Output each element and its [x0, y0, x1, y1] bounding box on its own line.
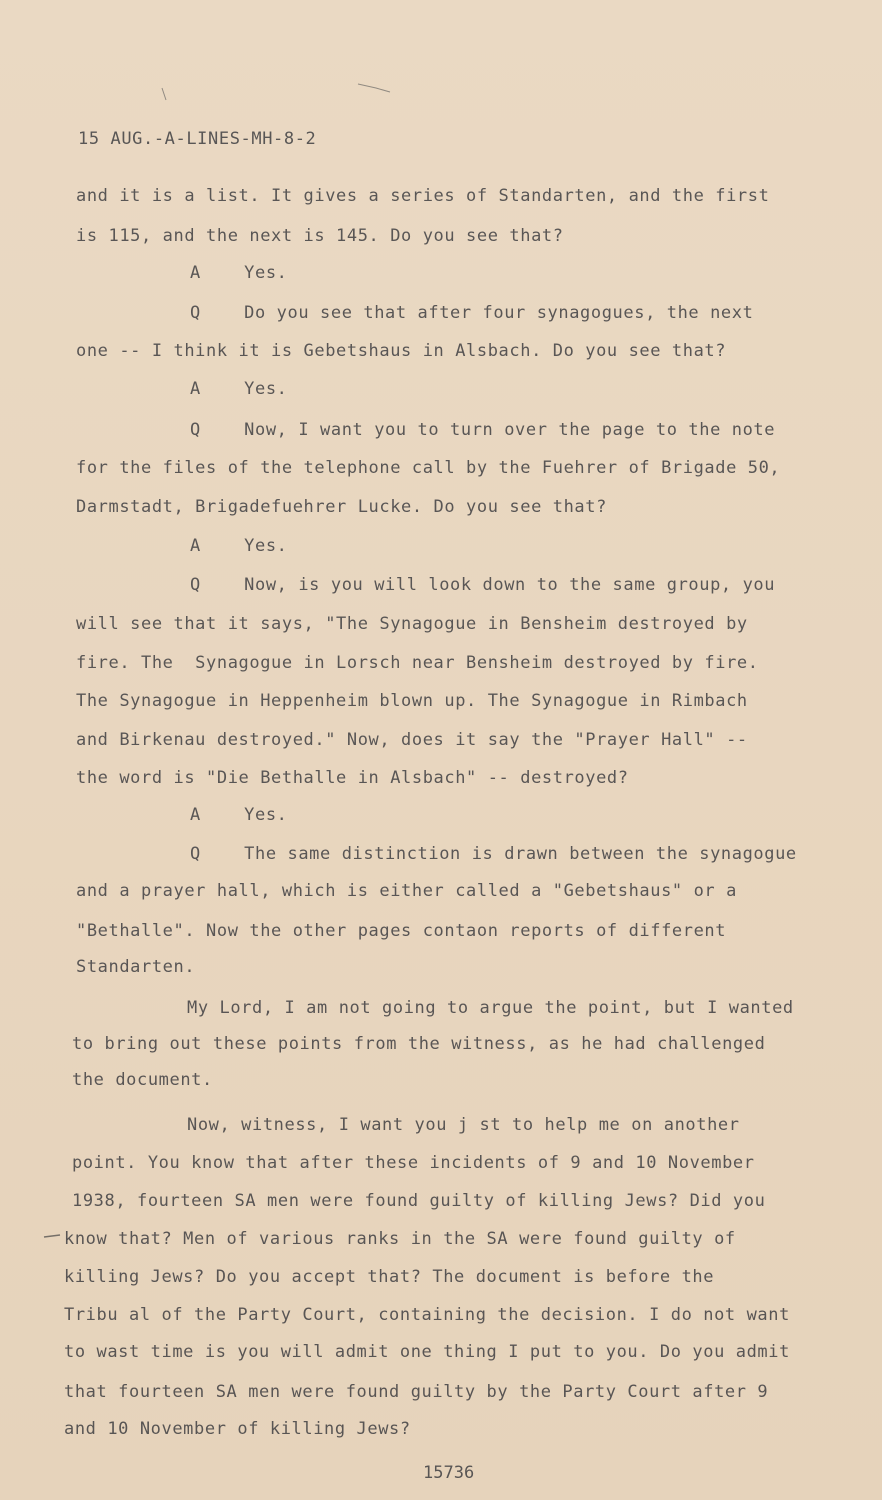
- text-line: and it is a list. It gives a series of Standarten, and the first: [76, 186, 770, 206]
- text-line: A Yes.: [190, 263, 288, 283]
- header-reference: 15 AUG.-A-LINES-MH-8-2: [78, 129, 317, 149]
- page-number: 15736: [423, 1463, 475, 1483]
- text-line: to bring out these points from the witness, as he had challenged: [72, 1034, 766, 1054]
- text-line: The Synagogue in Heppenheim blown up. The Synagogue in Rimbach: [76, 691, 748, 711]
- text-line: the document.: [72, 1070, 213, 1090]
- text-line: Q Do you see that after four synagogues, the next: [190, 303, 754, 323]
- text-line: know that? Men of various ranks in the SA were found guilty of: [64, 1229, 736, 1249]
- text-line: My Lord, I am not going to argue the point, but I wanted: [187, 998, 794, 1018]
- text-line: Now, witness, I want you j st to help me on another: [187, 1115, 740, 1135]
- text-line: for the files of the telephone call by the Fuehrer of Brigade 50,: [76, 458, 781, 478]
- text-line: the word is "Die Bethalle in Alsbach" -- destroyed?: [76, 768, 629, 788]
- text-line: point. You know that after these incidents of 9 and 10 November: [72, 1153, 755, 1173]
- text-line: fire. The Synagogue in Lorsch near Bensheim destroyed by fire.: [76, 653, 759, 673]
- text-line: A Yes.: [190, 805, 288, 825]
- text-line: killing Jews? Do you accept that? The document is before the: [64, 1267, 715, 1287]
- text-line: to wast time is you will admit one thing I put to you. Do you admit: [64, 1342, 790, 1362]
- text-line: that fourteen SA men were found guilty by the Party Court after 9: [64, 1382, 769, 1402]
- text-line: and 10 November of killing Jews?: [64, 1419, 411, 1439]
- text-line: A Yes.: [190, 536, 288, 556]
- margin-tick-mark: [42, 1230, 66, 1244]
- pen-mark-top: [356, 78, 396, 98]
- text-line: Standarten.: [76, 957, 196, 977]
- text-line: and a prayer hall, which is either called a "Gebetshaus" or a: [76, 881, 737, 901]
- text-line: Tribu al of the Party Court, containing the decision. I do not want: [64, 1305, 790, 1325]
- text-line: "Bethalle". Now the other pages contaon reports of different: [76, 921, 727, 941]
- text-line: Darmstadt, Brigadefuehrer Lucke. Do you see that?: [76, 497, 607, 517]
- text-line: A Yes.: [190, 379, 288, 399]
- pen-mark-left: [156, 86, 176, 106]
- text-line: Q Now, is you will look down to the same group, you: [190, 575, 776, 595]
- text-line: will see that it says, "The Synagogue in Bensheim destroyed by: [76, 614, 748, 634]
- text-line: Q Now, I want you to turn over the page to the note: [190, 420, 776, 440]
- text-line: one -- I think it is Gebetshaus in Alsbach. Do you see that?: [76, 341, 727, 361]
- text-line: and Birkenau destroyed." Now, does it say the "Prayer Hall" --: [76, 730, 748, 750]
- text-line: 1938, fourteen SA men were found guilty of killing Jews? Did you: [72, 1191, 766, 1211]
- text-line: is 115, and the next is 145. Do you see that?: [76, 226, 564, 246]
- text-line: Q The same distinction is drawn between the synagogue: [190, 844, 797, 864]
